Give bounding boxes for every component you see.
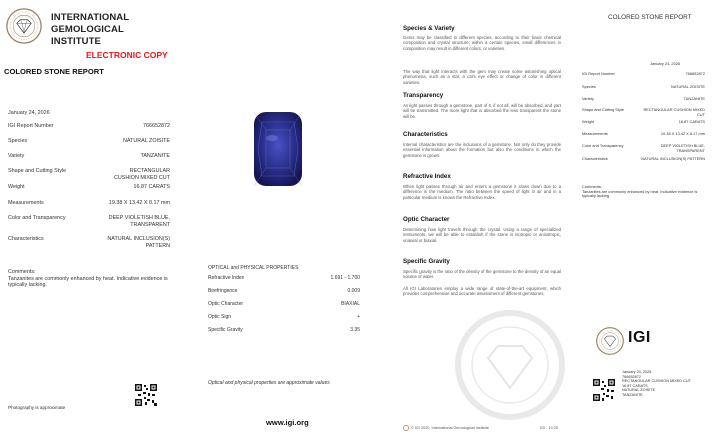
info-panel: Species & Variety Gems may be classified in different species, according to their basic chemical composition and crystal structure; within a certain species, small differences in composition may result in different colors, or varieties. The way that light interacts with the gem may create some astonishing optical phenomena, such as a star, a cat's eye effect or change of color in different varieties. Transparency As light passes through a gemstone, part of it, if not all, will be absorbed, and part will be transmitted. The more light that is absorbed the less transparent the stone will be. Characteristics Internal characteristics are the inclusions of a gemstone. Not only do they provide essential information about the formation but also the conditions in which the gemstone is grown. Refractive Index When light passes through air and enters a gemstone it slows down due to a difference in the medium. The ratio between the speed of light in air and in a particular medium is known the Refractive Index. Optic Character Determining how light travels through the crystal. Using a range of specialized instruments, we will be able to establish if the stone is isotropic or anisotropic, uniaxial or biaxial. Specific Gravity Specific gravity is the ratio of the density of the gemstone to the density of an equal volume of water. All IGI Laboratories employ a wide range of state-of-the-art equipment, which provides comprehensive and accurate assessment of different gemstones. © IGI 2020, International Gemological Institute IGI - 10 20	[395, 0, 570, 437]
heading-transparency: Transparency	[403, 92, 444, 99]
heading-species-variety: Species & Variety	[403, 25, 455, 32]
gemstone-photo	[252, 110, 304, 188]
card-date: January 24, 2026	[650, 61, 681, 66]
igi-small-icon	[403, 425, 409, 431]
report-comments: Comments: Tanzanites are commonly enhanced by heat. Indicative evidence is typically lacking.	[8, 269, 168, 289]
text-transparency: As light passes through a gemstone, part of it, if not all, will be absorbed, and part will be transmitted. The more light that is absorbed the less transparent the stone will be.	[403, 103, 561, 119]
heading-characteristics: Characteristics	[403, 131, 448, 138]
card-title: COLORED STONE REPORT	[608, 14, 692, 21]
optical-properties-title: OPTICAL and PHYSICAL PROPERTIES	[208, 265, 299, 271]
text-refractive-index: When light passes through air and enters a gemstone it slows down due to a difference in the medium. The ratio between the speed of light in air and in a particular medium is known the Refractive Index.	[403, 184, 561, 200]
text-optical-phenomena: The way that light interacts with the gem may create some astonishing optical phenomena, such as a star, a cat's eye effect or change of color in different varieties.	[403, 69, 561, 85]
optical-panel: OPTICAL and PHYSICAL PROPERTIES Refractive Index 1.691 - 1.700 Birefringence 0.009 Optic Character BIAXIAL Optic Sign + Specific Gravity 3.35 Optical and physical properties are approximate values www.igi.org	[192, 0, 395, 437]
report-date: January 24, 2026	[8, 110, 50, 116]
card-comments: Comments: Tanzanites are commonly enhanced by heat. Indicative evidence is typically lacking.	[582, 184, 698, 199]
optical-note: Optical and physical properties are approximate values	[208, 380, 330, 386]
heading-refractive-index: Refractive Index	[403, 173, 451, 180]
report-title: COLORED STONE REPORT	[4, 67, 104, 76]
text-species-variety: Gems may be classified in different species, according to their basic chemical composition and crystal structure; within a certain species, small differences in composition may result in different colors, or varieties.	[403, 35, 561, 51]
card-qr-code[interactable]	[592, 378, 616, 402]
text-specific-gravity: Specific gravity is the ratio of the density of the gemstone to the density of an equal volume of water.	[403, 269, 561, 280]
text-laboratories: All IGI Laboratories employ a wide range of state-of-the-art equipment, which provides comprehensive and accurate assessment of different gemstones.	[403, 286, 561, 297]
card-igi-logo-text: IGI	[628, 329, 651, 346]
heading-optic-character: Optic Character	[403, 216, 450, 223]
text-characteristics: Internal characteristics are the inclusions of a gemstone. Not only do they provide essential information about the formation but also the conditions in which the gemstone is grown.	[403, 142, 561, 158]
electronic-copy-label: ELECTRONIC COPY	[86, 50, 168, 60]
card-seal-logo	[596, 327, 624, 355]
report-card-panel: COLORED STONE REPORT January 24, 2026 IGI Report Number 766652872 Species NATURAL ZOISITE Variety TANZANITE Shape and Cutting Style RECTANGULAR CUSHION MIXED CUT Weight 16.87 CARATS Measurements 19.38 X 13.42 X 8.17 mm Color and Transparency DEEP VIOLETISH BLUE, TRANSPARENT Characteristics NATURAL INCLUSION(S) PATTERN Comments: Tanzanites are commonly enhanced by heat. Indicative evidence is typically lacking. IGI January 24, 2026 766652872 RECTANGULAR CUSHION MIXED CUT 16.87 CARATS NATURAL ZOISITE TANZANITE	[570, 0, 720, 437]
institute-name: INTERNATIONAL GEMOLOGICAL INSTITUTE	[51, 12, 130, 47]
report-main-panel: INTERNATIONAL GEMOLOGICAL INSTITUTE ELECTRONIC COPY COLORED STONE REPORT January 24, 2026 IGI Report Number 766652872 Species NATURAL ZOISITE Variety TANZANITE Shape and Cutting Style RECTANGULAR CUSHION MIXED CUT Weight 16.87 CARATS Measurements 19.38 X 13.42 X 8.17 mm Color and Transparency DEEP VIOLETISH BLUE, TRANSPARENT Characteristics NATURAL INCLUSION(S) PATTERN Comments: Tanzanites are commonly enhanced by heat. Indicative evidence is typically lacking. Photography is approximate	[0, 0, 192, 437]
card-mini-summary: January 24, 2026 766652872 RECTANGULAR CUSHION MIXED CUT 16.87 CARATS NATURAL ZOISITE TANZANITE	[622, 370, 691, 397]
text-optic-character: Determining how light travels through the crystal. Using a range of specialized instruments, we will be able to establish if the stone is isotropic or anisotropic, uniaxial or biaxial.	[403, 227, 561, 243]
igi-watermark	[455, 310, 565, 420]
qr-code[interactable]	[134, 383, 158, 407]
igi-seal-logo	[6, 8, 42, 44]
website-link[interactable]: www.igi.org	[266, 418, 309, 427]
photography-note: Photography is approximate	[8, 405, 66, 410]
heading-specific-gravity: Specific Gravity	[403, 258, 450, 265]
